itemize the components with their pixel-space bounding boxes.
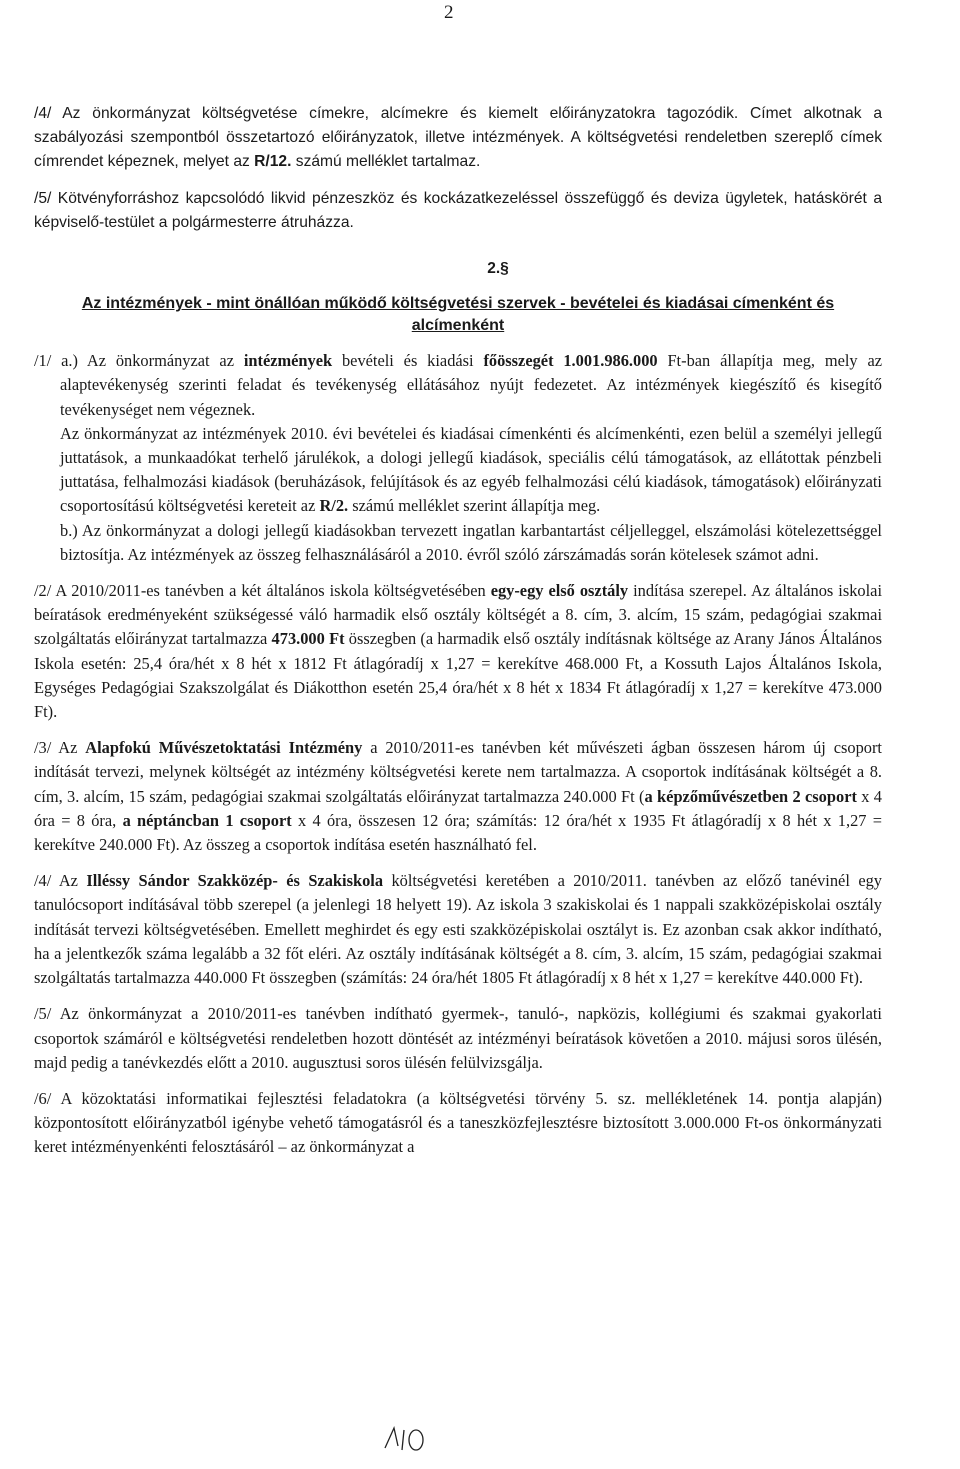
s1-a2-annex-ref: R/2. — [319, 496, 349, 516]
paragraph-s1-b: b.) Az önkormányzat a dologi jellegű kiadásokban tervezett ingatlan karbantartást céljelleggel, elszámolási kötelezettséggel biztosítja. Az intézmények az összeg felhasználásáról a 2010. évről szóló zárszámadás során kötelesek számot adni. — [60, 520, 882, 564]
paragraph-s5: /5/ Az önkormányzat a 2010/2011-es tanévben indítható gyermek-, tanuló-, napközis, kollégiumi és szakmai gyakorlati csoportok számáról e költségvetési rendeletben hozott döntését az intézményi beíratások követően a 2010. májusi soros ülésén, majd pedig a tanévkezdés előtt a 2010. augusztusi soros ülésén felülvizsgálja. — [34, 1004, 882, 1072]
s3-bold-folk-dance: a néptáncban 1 csoport — [122, 810, 292, 830]
p4-annex-ref: R/12. — [254, 153, 292, 171]
s2-mid: indítása szerepel. Az általános iskolai beíratások eredményeként szükségessé váló harmadik első osztály költségét a 8. cím, 3. alcím, 15 szám, pedagógiai szakmai szolgáltatás előirányzat tartalmazza — [34, 581, 883, 649]
handwritten-mark — [382, 1422, 432, 1454]
s2-bold-first-class: egy-egy első osztály — [490, 581, 629, 601]
s4-post: költségvetési keretében a 2010/2011. tanévben az előző tanévinél egy tanulócsoport indításával több szerepel (a jelenlegi 18 helyett 19). Az iskola 3 szakiskolai és 1 nappali szakközépiskolai osztály indítását tervezi költségvetésében. Emellett meghirdet és egy esti szakközépiskolai osztályt is. Ez azonban csak akkor indítható, ha a jelentkezők száma legalább a 32 főt eléri. Az osztály indításának költségét a 8. cím, 3. alcím, 15 szám, pedagógiai szakmai szolgáltatás tartalmazza 440.000 Ft összegben (számítás: 24 óra/hét 1805 Ft átlagóradíj x 8 hét x 1,27 = kerekítve 440.000 Ft). — [34, 871, 882, 988]
s2-text: /2/ A 2010/2011-es tanévben a két általános iskola költségvetésében — [34, 581, 491, 601]
paragraph-s1-a — [34, 349, 882, 422]
s1-a2-text: Az önkormányzat az intézmények 2010. évi bevételei és kiadásai címenkénti és alcímenkénti, ezen belül a személyi jellegű juttatások, a munkaadókat terhelő járulékok, a dologi jellegű kiadások, speciális célú támogatások, az ellátottak pénzbeli juttatása, felhalmozási kiadások (beruházások, felújítások és az egyéb felhalmozási célú kiadások, támogatások) előirányzati csoportosítású költségvetési kereteit az — [60, 423, 882, 516]
s1-a-mid: bevételi és kiadási — [332, 351, 484, 371]
page-number: 2 — [444, 2, 454, 23]
paragraph-s3 — [34, 736, 882, 857]
s1-a-bold-institutions: intézmények — [243, 351, 333, 371]
paragraph-s6: /6/ A közoktatási informatikai fejlesztési feladatokra (a költségvetési törvény 5. sz. mellékletének 14. pontja alapján) központosított előirányzatból igénybe vehető támogatásról és a taneszközfejlesztésre biztosított 3.000.000 Ft-os önkormányzati keret intézményenkénti felosztásáról – az önkormányzat a — [34, 1088, 882, 1157]
section-number: 2.§ — [487, 260, 509, 278]
s4-text: /4/ Az — [34, 871, 87, 891]
s3-bold-fine-arts: a képzőművészetben 2 csoport — [644, 786, 857, 806]
s4-bold-school: Illéssy Sándor Szakközép- és Szakiskola — [86, 871, 384, 891]
s3-mid1: a 2010/2011-es tanévben két művészeti ágban összesen három új csoport indítását tervezi, melynek költségét az intézmény költségvetési kerete nem tartalmazza. A csoportok indításának költségét a 8. cím, 3. alcím, 15 szám, pedagógiai szakmai szolgáltatás előirányzat tartalmazza 240.000 Ft ( — [34, 738, 882, 806]
paragraph-4 — [34, 102, 882, 175]
section-title: Az intézmények - mint önállóan működő költségvetési szervek - bevételei és kiadásai címenként és alcímenként — [81, 295, 835, 335]
paragraph-5: /5/ Kötvényforráshoz kapcsolódó likvid pénzeszköz és kockázatkezeléssel összefüggő és deviza ügyletek, hatáskörét a képviselő-testület a polgármesterre átruházza. — [34, 189, 882, 231]
s3-bold-institution: Alapfokú Művészetoktatási Intézmény — [85, 738, 363, 758]
s1-a-post: Ft-ban állapítja meg, mely az alaptevékenység szerinti feladat és tevékenység ellátásához nyújt fedezetet. Az intézmények kiegészítő és kisegítő tevékenységet nem végeznek. — [60, 351, 882, 419]
paragraph-s1-a-2 — [34, 422, 882, 519]
s1-a-bold-total: főösszegét 1.001.986.000 — [483, 351, 658, 371]
s2-post: összegben (a harmadik első osztály indításnak költsége az Arany János Általános Iskola esetén: 25,4 óra/hét x 8 hét x 1812 Ft átlagóradíj x 1,27 = kerekítve 468.000 Ft, a Kossuth Lajos Általános Iskola, Egységes Pedagógiai Szakszolgálat és Diákotthon esetén 25,4 óra/hét x 8 hét x 1834 Ft átlagóradíj x 1,27 = kerekítve 473.000 Ft). — [34, 629, 882, 722]
s1-a2-post: számú melléklet szerint állapítja meg. — [348, 496, 601, 516]
paragraph-s2 — [34, 579, 882, 724]
s2-bold-amount: 473.000 Ft — [271, 629, 345, 649]
p4-tail: számú melléklet tartalmaz. — [291, 153, 481, 171]
s3-text: /3/ Az — [34, 738, 86, 758]
s3-post: x 4 óra, összesen 12 óra; számítás: 12 óra/hét x 1935 Ft átlagóradíj x 8 hét x 1,27 = kerekítve 240.000 Ft). Az összeg a csoportok indítása esetén használható fel. — [34, 810, 882, 855]
s3-mid2: x 4 óra = 8 óra, — [34, 786, 883, 830]
p4-text: /4/ Az önkormányzat költségvetése címekre, alcímekre és kiemelt előirányzatokra tagozódik. Címet alkotnak a szabályozási szempontból összetartozó előirányzatok, illetve intézmények. A költségvetési rendeletben szereplő címek címrendet képeznek, melyet az — [34, 105, 882, 171]
s1-a-text: /1/ a.) Az önkormányzat az — [34, 351, 244, 371]
paragraph-s4 — [34, 869, 882, 990]
document-body — [34, 102, 882, 1172]
